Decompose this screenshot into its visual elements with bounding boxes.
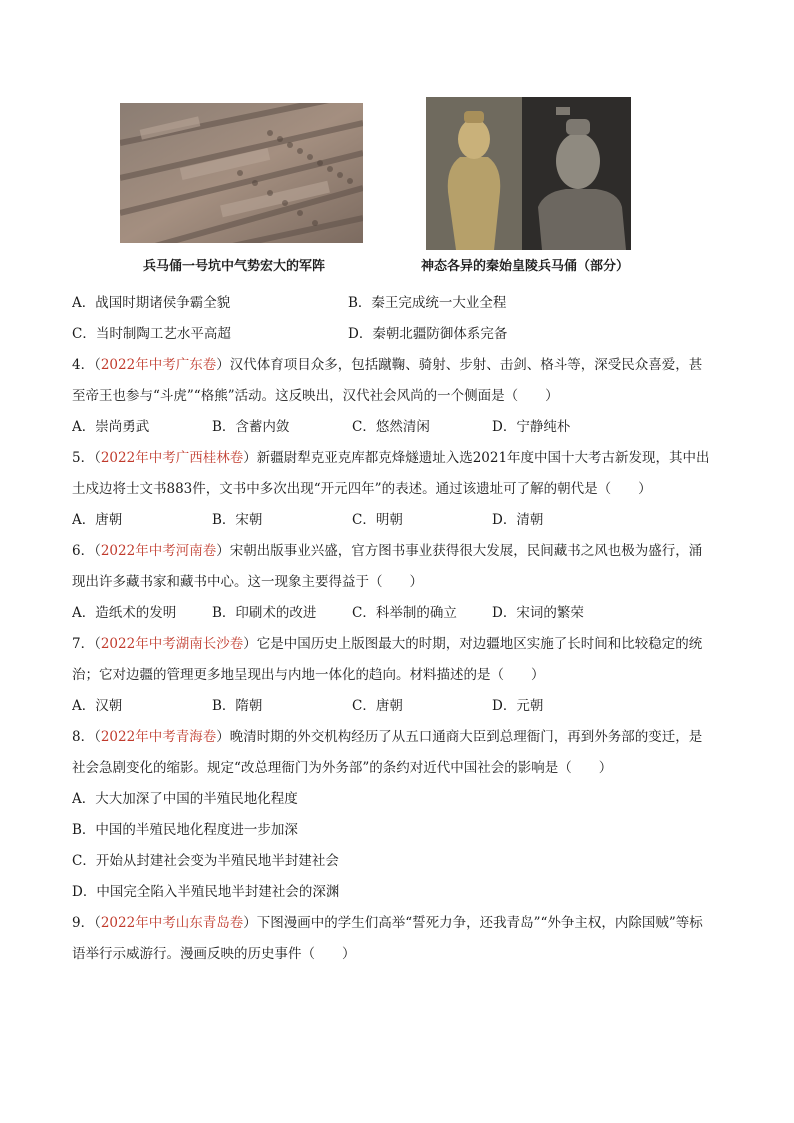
q8-number: 8．（ [72,729,101,745]
q6-stem-line1 [72,536,724,567]
q7-stem-line1 [72,629,724,660]
q5-option-c[interactable]: C．明朝 [352,512,403,528]
question-list [72,288,724,970]
q7-number: 7．（ [72,636,101,652]
q6-option-d[interactable]: D．宋词的繁荣 [492,605,584,621]
q3-option-c[interactable]: C．当时制陶工艺水平高超 [72,326,231,342]
q8-option-c[interactable]: C．开始从封建社会变为半殖民地半封建社会 [72,853,339,869]
q5-stem-line1 [72,443,724,474]
q6-stem-line2: 现出许多藏书家和藏书中心。这一现象主要得益于（ ） [72,574,423,590]
q5-stem-line2: 土戍边将士文书883件，文书中多次出现“开元四年”的表述。通过该遗址可了解的朝代是（ ） [72,481,652,497]
q4-option-b[interactable]: B．含蓄内敛 [212,419,290,435]
q6-source: 2022年中考河南卷 [100,543,217,559]
q4-options [72,412,724,443]
q7-stem-line2: 治；它对边疆的管理更多地呈现出与内地一体化的趋向。材料描述的是（ ） [72,667,545,683]
q7-source: 2022年中考湖南长沙卷 [100,636,244,652]
q3-option-b[interactable]: B．秦王完成统一大业全程 [348,295,507,311]
q6-option-a[interactable]: A．造纸术的发明 [72,605,177,621]
q9-stem-line1 [72,908,724,939]
q5-options [72,505,724,536]
q7-option-b[interactable]: B．隋朝 [212,698,263,714]
q3-option-d[interactable]: D．秦朝北疆防御体系完备 [348,326,508,342]
q6-options [72,598,724,629]
q7-stem-rest: ）它是中国历史上版图最大的时期，对边疆地区实施了长时间和比较稳定的统 [243,636,703,652]
q4-option-a[interactable]: A．崇尚勇武 [72,419,150,435]
q3-options-row2 [72,319,724,350]
q4-stem-line2: 至帝王也参与“斗虎”“格熊”活动。这反映出，汉代社会风尚的一个侧面是（ ） [72,388,559,404]
q6-option-b[interactable]: B．印刷术的改进 [212,605,317,621]
q9-source: 2022年中考山东青岛卷 [100,915,244,931]
q4-stem-rest: ）汉代体育项目众多，包括蹴鞠、骑射、步射、击剑、格斗等，深受民众喜爱，甚 [216,357,703,373]
figure-caption-right: 神态各异的秦始皇陵兵马俑（部分） [421,259,630,274]
q7-option-a[interactable]: A．汉朝 [72,698,123,714]
q6-number: 6．（ [72,543,101,559]
q4-source: 2022年中考广东卷 [100,357,217,373]
q6-stem-rest: ）宋朝出版事业兴盛，官方图书事业获得很大发展，民间藏书之风也极为盛行，涌 [216,543,703,559]
q5-option-b[interactable]: B．宋朝 [212,512,263,528]
q5-number: 5．（ [72,450,101,466]
q3-options-row1 [72,288,724,319]
q8-option-d[interactable]: D．中国完全陷入半殖民地半封建社会的深渊 [72,884,340,900]
q7-option-c[interactable]: C．唐朝 [352,698,403,714]
q5-source: 2022年中考广西桂林卷 [100,450,244,466]
q8-source: 2022年中考青海卷 [100,729,217,745]
q5-option-a[interactable]: A．唐朝 [72,512,123,528]
q4-stem-line1 [72,350,724,381]
q6-option-c[interactable]: C．科举制的确立 [352,605,457,621]
terracotta-army-pit-image [120,103,363,243]
q9-stem-rest: ）下图漫画中的学生们高举“誓死力争，还我青岛”“外争主权，内除国贼”等标 [243,915,703,931]
q8-option-a[interactable]: A．大大加深了中国的半殖民地化程度 [72,791,298,807]
q4-number: 4．（ [72,357,101,373]
q7-options [72,691,724,722]
q4-option-c[interactable]: C．悠然清闲 [352,419,430,435]
q7-option-d[interactable]: D．元朝 [492,698,544,714]
q5-stem-rest: ）新疆尉犁克亚克库都克烽燧遗址入选2021年度中国十大考古新发现，其中出 [243,450,710,466]
q3-option-a[interactable]: A．战国时期诸侯争霸全貌 [72,295,231,311]
q8-stem-line2: 社会急剧变化的缩影。规定“改总理衙门为外务部”的条约对近代中国社会的影响是（ ） [72,760,613,776]
q9-number: 9．（ [72,915,101,931]
q4-option-d[interactable]: D．宁静纯朴 [492,419,571,435]
terracotta-warriors-image [426,97,631,250]
q9-stem-line2: 语举行示威游行。漫画反映的历史事件（ ） [72,946,356,962]
q8-stem-rest: ）晚清时期的外交机构经历了从五口通商大臣到总理衙门，再到外务部的变迁，是 [216,729,703,745]
q8-stem-line1 [72,722,724,753]
q5-option-d[interactable]: D．清朝 [492,512,544,528]
figures-area [0,95,794,275]
q8-option-b[interactable]: B．中国的半殖民地化程度进一步加深 [72,822,298,838]
figure-caption-left: 兵马俑一号坑中气势宏大的军阵 [143,259,326,274]
